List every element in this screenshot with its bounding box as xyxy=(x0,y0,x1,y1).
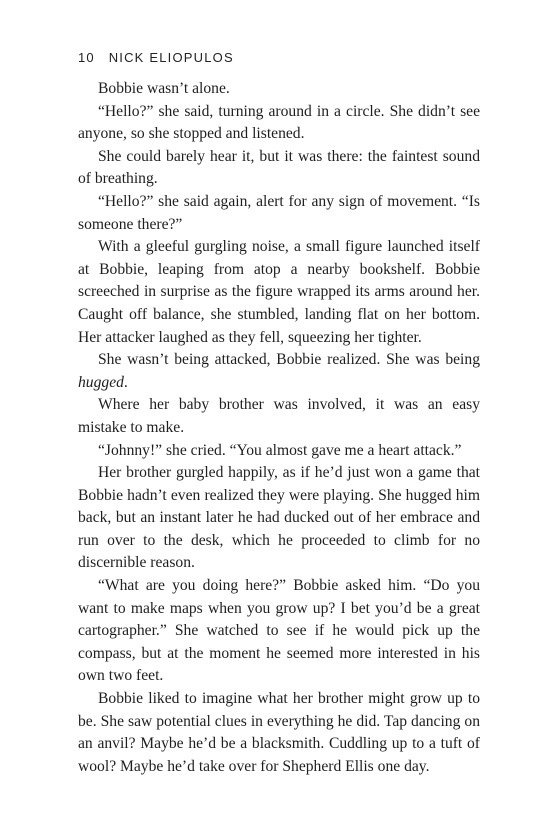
paragraph: Bobbie liked to imagine what her brother might grow up to be. She saw potential clues in everything he did. Tap dancing on an anvil? Maybe he’d be a blacksmith. Cuddling up to a tuft of wool? Maybe he’d take over for Shepherd Ellis one day. xyxy=(78,690,480,775)
paragraph: Where her baby brother was involved, it was an easy mistake to make. xyxy=(78,396,480,436)
paragraph: “Hello?” she said, turning around in a circle. She didn’t see anyone, so she stopped and listened. xyxy=(78,102,480,143)
paragraph-text: . xyxy=(123,373,128,391)
paragraph: “What are you doing here?” Bobbie asked him. “Do you want to make maps when you grow up? I bet you’d be a great cartographer.” She watched to see if he would pick up the compass, but at the moment he seemed more interested in his own two feet. xyxy=(78,577,480,685)
page-number: 10 xyxy=(78,50,95,65)
paragraph: Bobbie wasn’t alone. xyxy=(98,80,230,97)
paragraph: “Johnny!” she cried. “You almost gave me a heart attack.” xyxy=(98,441,462,459)
running-head xyxy=(78,50,234,65)
paragraph-text: She wasn’t being attacked, Bobbie realized. She was being xyxy=(98,351,480,369)
paragraph: Her brother gurgled happily, as if he’d just won a game that Bobbie hadn’t even realized they were playing. She hugged him back, but an instant later he had ducked out of her embrace and run over to the desk, which he proceeded to climb for no discernible reason. xyxy=(78,464,480,572)
body-text xyxy=(78,78,480,778)
emphasized-word: hugged xyxy=(78,373,124,391)
paragraph xyxy=(78,349,480,394)
paragraph: She could barely hear it, but it was there: the faintest sound of breathing. xyxy=(78,147,480,188)
paragraph: With a gleeful gurgling noise, a small figure launched itself at Bobbie, leaping from atop a nearby bookshelf. Bobbie screeched in surprise as the figure wrapped its arms around her. Caught off balance, she stumbled, landing flat on her bottom. Her attacker laughed as they fell, squeezing her tighter. xyxy=(78,238,480,346)
author-name: NICK ELIOPULOS xyxy=(108,50,234,65)
paragraph: “Hello?” she said again, alert for any sign of movement. “Is someone there?” xyxy=(78,192,480,233)
